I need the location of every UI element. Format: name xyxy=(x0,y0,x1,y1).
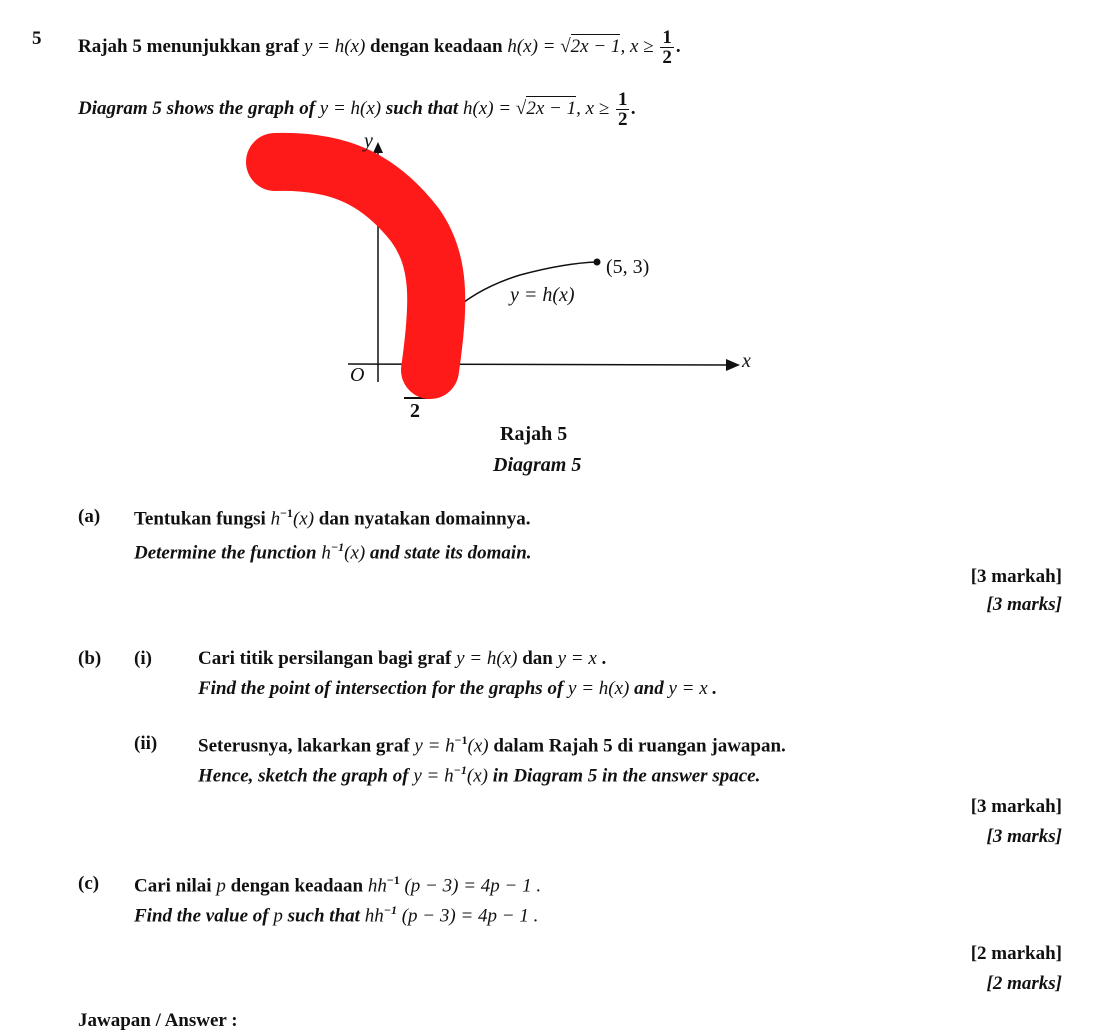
part-c-malay: Cari nilai p dengan keadaan $hh^{-1}$ (p − 3) = 4p − 1 . xyxy=(134,873,542,897)
part-a-marks-english: [3 marks] xyxy=(986,594,1062,615)
text: dengan keadaan xyxy=(365,35,508,57)
part-b-ii-malay: Seterusnya, lakarkan graf $y = h^{-1}(x)$ dalam Rajah 5 di ruangan jawapan. xyxy=(198,733,786,757)
sqrt-sign: √ xyxy=(515,97,527,119)
sqrt-sign: √ xyxy=(560,35,571,57)
y-axis-label: y xyxy=(364,130,373,152)
part-b-label: (b) xyxy=(78,648,102,669)
equation: h(x) = xyxy=(462,97,516,119)
part-c-marks-english: [2 marks] xyxy=(986,973,1062,994)
fraction: $\frac{1}{2}$ xyxy=(662,27,672,68)
text: . xyxy=(675,35,681,57)
text: Rajah 5 menunjukkan graf xyxy=(78,35,304,57)
part-b-ii-label: (ii) xyxy=(134,733,158,754)
part-b-i-malay: Cari titik persilangan bagi graf y = h(x) dan y = x . xyxy=(198,648,607,669)
part-b-marks-english: [3 marks] xyxy=(986,826,1062,847)
part-c-marks-malay: [2 markah] xyxy=(970,943,1062,964)
curve-label: y = h(x) xyxy=(510,284,575,306)
y-axis-arrow xyxy=(373,142,383,153)
condition: , x ≥ xyxy=(620,35,659,57)
part-b-marks-malay: [3 markah] xyxy=(970,796,1062,817)
caption-malay: Rajah 5 xyxy=(500,423,568,445)
equation: y = h(x) xyxy=(319,97,382,119)
x-axis-arrow xyxy=(726,359,740,371)
answer-label: Jawapan / Answer : xyxy=(78,1010,238,1031)
question-number: 5 xyxy=(32,28,42,49)
x-intercept-denominator: 2 xyxy=(410,400,420,422)
x-axis-label: x xyxy=(742,350,751,372)
point-label: (5, 3) xyxy=(606,256,650,278)
origin-label: O xyxy=(350,364,365,386)
part-a-marks-malay: [3 markah] xyxy=(970,566,1062,587)
part-a-english: Determine the function $h^{-1}(x)$ and state its domain. xyxy=(134,540,532,564)
part-a-malay: Tentukan fungsi $h^{-1}(x)$ dan nyatakan domainnya. xyxy=(134,506,531,530)
end-point xyxy=(594,259,601,266)
fraction: $\frac{1}{2}$ xyxy=(617,89,628,130)
text: Diagram 5 shows the graph of xyxy=(78,97,320,119)
part-b-i-label: (i) xyxy=(134,648,152,669)
caption-english: Diagram 5 xyxy=(493,454,582,476)
part-b-ii-english: Hence, sketch the graph of $y = h^{-1}(x)$ in Diagram 5 in the answer space. xyxy=(198,763,761,787)
part-c-label: (c) xyxy=(78,873,100,894)
equation: y = h(x) xyxy=(303,35,366,57)
part-c-english: Find the value of p such that $hh^{-1}$ (p − 3) = 4p − 1 . xyxy=(134,903,539,927)
text: such that xyxy=(381,97,463,119)
sqrt-argument: 2x − 1 xyxy=(570,35,621,57)
sqrt-argument: 2x − 1 xyxy=(526,97,577,119)
part-a-label: (a) xyxy=(78,506,101,527)
condition: , x ≥ xyxy=(576,97,614,119)
text: . xyxy=(631,97,637,119)
part-b-i-english: Find the point of intersection for the graphs of y = h(x) and y = x . xyxy=(198,678,718,699)
equation: h(x) = xyxy=(507,35,561,57)
red-annotation-stroke xyxy=(275,162,436,370)
